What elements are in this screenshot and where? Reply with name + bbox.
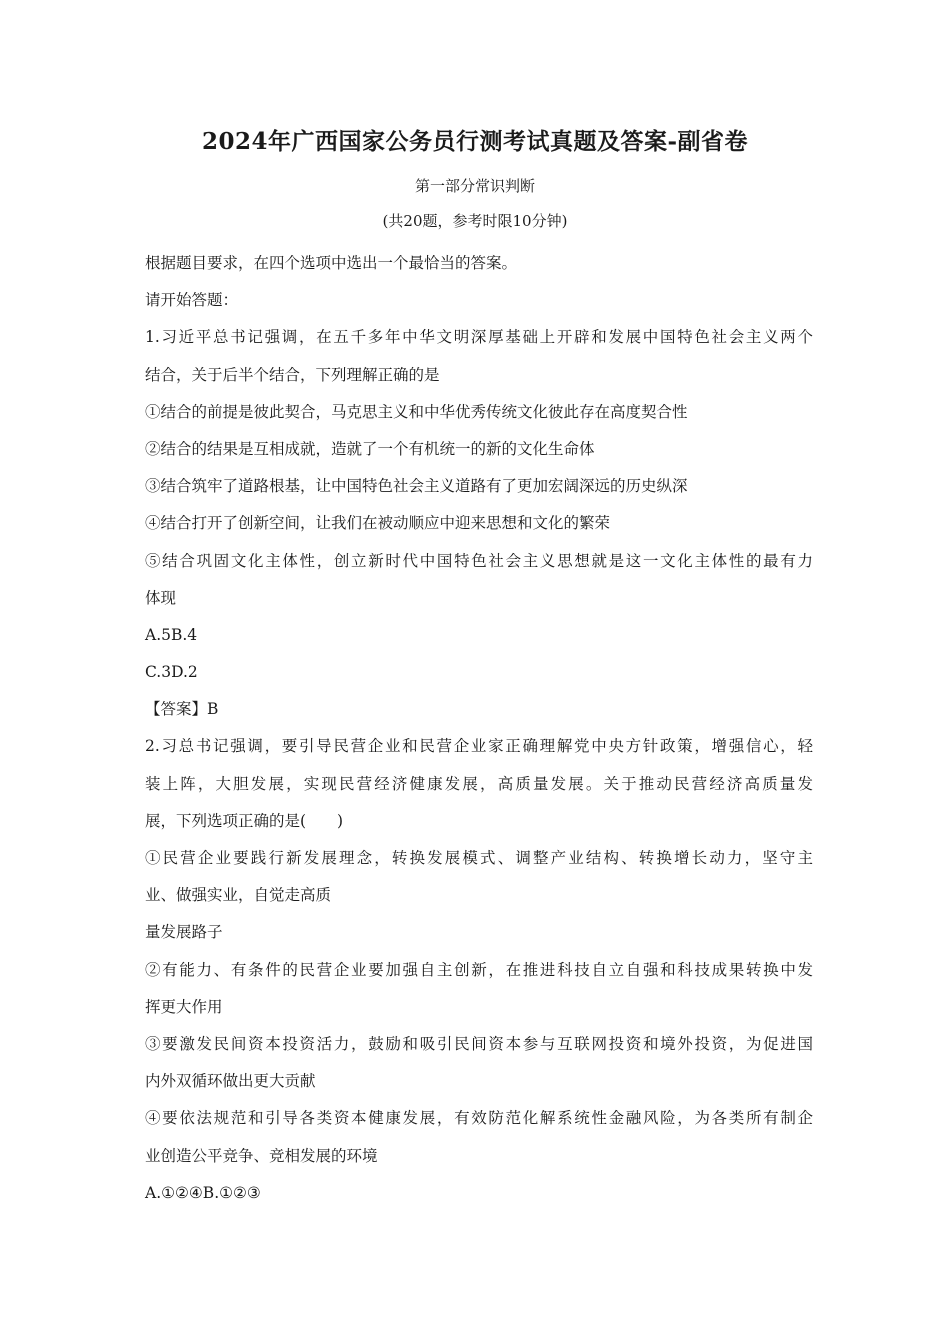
question-1-statement-3: ③结合筑牢了道路根基，让中国特色社会主义道路有了更加宏阔深远的历史纵深 [145,477,688,496]
document-title: 2024年广西国家公务员行测考试真题及答案-副省卷 [201,128,749,155]
question-1-options-cd: C.3D.2 [145,663,198,682]
question-1-stem-cont: 结合，关于后半个结合，下列理解正确的是 [145,365,440,384]
question-1-statement-4: ④结合打开了创新空间，让我们在被动顺应中迎来思想和文化的繁荣 [145,514,611,533]
question-2-stem-end: 展，下列选项正确的是( ) [145,811,344,830]
question-2-stem: 2.习总书记强调，要引导民营企业和民营企业家正确理解党中央方针政策，增强信心，轻 [145,737,813,756]
question-2-statement-2-cont: 挥更大作用 [145,997,223,1016]
question-1-answer: 【答案】B [145,700,219,719]
question-2-statement-1-end: 量发展路子 [145,923,223,942]
question-1-options-ab: A.5B.4 [145,625,198,644]
question-2-stem-cont: 装上阵，大胆发展，实现民营经济健康发展，高质量发展。关于推动民营经济高质量发 [145,774,813,793]
question-2-statement-4: ④要依法规范和引导各类资本健康发展，有效防范化解系统性金融风险，为各类所有制企 [145,1109,813,1128]
question-2-statement-2: ②有能力、有条件的民营企业要加强自主创新，在推进科技自立自强和科技成果转换中发 [145,960,813,979]
question-1-statement-5: ⑤结合巩固文化主体性，创立新时代中国特色社会主义思想就是这一文化主体性的最有力 [145,551,813,570]
document-body [145,245,813,1212]
section-note: (共20题，参考时限10分钟) [382,212,568,230]
start-prompt: 请开始答题： [145,291,239,310]
section-heading: 第一部分常识判断 [414,177,535,195]
question-2-options-ab: A.①②④B.①②③ [145,1183,261,1202]
question-2-statement-1-cont: 业、做强实业，自觉走高质 [145,886,332,905]
question-1-statement-1: ①结合的前提是彼此契合，马克思主义和中华优秀传统文化彼此存在高度契合性 [145,402,688,421]
question-1-statement-5-cont: 体现 [145,588,177,607]
question-1-statement-2: ②结合的结果是互相成就，造就了一个有机统一的新的文化生命体 [145,439,595,458]
question-2-statement-1: ①民营企业要践行新发展理念，转换发展模式、调整产业结构、转换增长动力，坚守主 [145,849,813,867]
question-2-statement-3: ③要激发民间资本投资活力，鼓励和吸引民间资本参与互联网投资和境外投资，为促进国 [145,1034,813,1053]
question-2-statement-4-cont: 业创造公平竞争、竞相发展的环境 [145,1146,378,1165]
instruction-text: 根据题目要求，在四个选项中选出一个最恰当的答案。 [145,254,518,272]
question-1-stem: 1.习近平总书记强调，在五千多年中华文明深厚基础上开辟和发展中国特色社会主义两个 [145,328,813,347]
question-2-statement-3-cont: 内外双循环做出更大贡献 [145,1072,316,1091]
